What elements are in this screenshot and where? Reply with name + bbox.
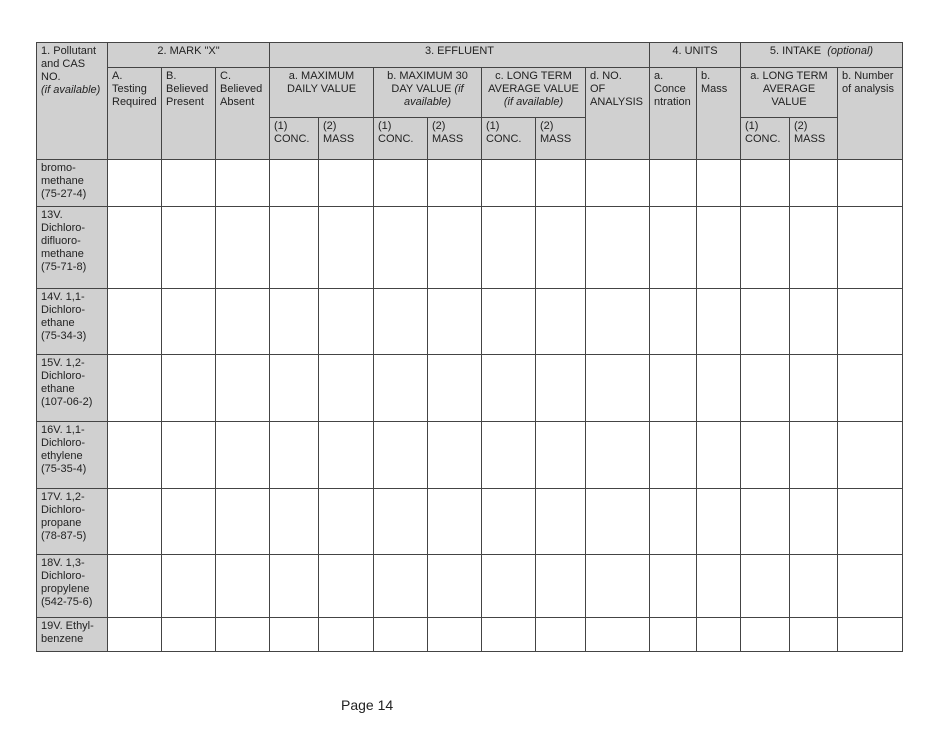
- pollutant-row: [37, 160, 903, 207]
- pollutant-name-cell: 18V. 1,3- Dichloro- propylene (542-75-6): [37, 555, 108, 618]
- entry-cell[interactable]: [586, 618, 650, 652]
- entry-cell[interactable]: [790, 489, 838, 555]
- entry-cell[interactable]: [319, 207, 374, 289]
- entry-cell[interactable]: [697, 207, 741, 289]
- entry-cell[interactable]: [790, 289, 838, 355]
- entry-cell[interactable]: [482, 618, 536, 652]
- entry-cell[interactable]: [319, 355, 374, 422]
- entry-cell[interactable]: [216, 160, 270, 207]
- header-long-term-average-note: (if available): [503, 96, 564, 108]
- entry-cell[interactable]: [838, 207, 903, 289]
- entry-cell[interactable]: [790, 618, 838, 652]
- entry-cell[interactable]: [374, 355, 428, 422]
- entry-cell[interactable]: [319, 618, 374, 652]
- pollutant-row: [37, 422, 903, 489]
- entry-cell[interactable]: [536, 618, 586, 652]
- header-max-daily-value: a. MAXIMUM DAILY VALUE: [270, 68, 374, 118]
- entry-cell[interactable]: [374, 422, 428, 489]
- entry-cell[interactable]: [586, 489, 650, 555]
- header-units: 4. UNITS: [650, 43, 741, 68]
- header-mark-x: 2. MARK "X": [108, 43, 270, 68]
- header-long-term-average-label: c. LONG TERM AVERAGE VALUE: [488, 70, 579, 95]
- entry-cell[interactable]: [216, 489, 270, 555]
- entry-cell[interactable]: [790, 355, 838, 422]
- entry-cell[interactable]: [108, 618, 162, 652]
- pollutant-name-cell: 14V. 1,1- Dichloro- ethane (75-34-3): [37, 289, 108, 355]
- entry-cell[interactable]: [482, 422, 536, 489]
- entry-cell[interactable]: [162, 555, 216, 618]
- entry-cell[interactable]: [697, 160, 741, 207]
- entry-cell[interactable]: [162, 355, 216, 422]
- entry-cell[interactable]: [650, 355, 697, 422]
- entry-cell[interactable]: [428, 489, 482, 555]
- entry-cell[interactable]: [838, 422, 903, 489]
- entry-cell[interactable]: [270, 207, 319, 289]
- entry-cell[interactable]: [108, 289, 162, 355]
- entry-cell[interactable]: [586, 160, 650, 207]
- entry-cell[interactable]: [108, 355, 162, 422]
- entry-cell[interactable]: [374, 289, 428, 355]
- entry-cell[interactable]: [482, 207, 536, 289]
- entry-cell[interactable]: [319, 289, 374, 355]
- entry-cell[interactable]: [374, 207, 428, 289]
- entry-cell[interactable]: [428, 555, 482, 618]
- page-number: Page 14: [341, 697, 394, 713]
- entry-cell[interactable]: [270, 160, 319, 207]
- header-intake-number-of-analysis: b. Number of analysis: [838, 68, 903, 160]
- header-pollutant-cas: [37, 43, 108, 160]
- entry-cell[interactable]: [650, 555, 697, 618]
- entry-cell[interactable]: [374, 555, 428, 618]
- header-pollutant-note: (if available): [41, 84, 101, 96]
- entry-cell[interactable]: [586, 289, 650, 355]
- entry-cell[interactable]: [586, 355, 650, 422]
- header-believed-present: B. Believed Present: [162, 68, 216, 160]
- entry-cell[interactable]: [741, 160, 790, 207]
- entry-cell[interactable]: [428, 422, 482, 489]
- entry-cell[interactable]: [482, 289, 536, 355]
- header-mass-subcolumn: (2) MASS: [790, 118, 838, 160]
- entry-cell[interactable]: [536, 489, 586, 555]
- entry-cell[interactable]: [108, 489, 162, 555]
- entry-cell[interactable]: [482, 160, 536, 207]
- entry-cell[interactable]: [216, 618, 270, 652]
- entry-cell[interactable]: [270, 355, 319, 422]
- entry-cell[interactable]: [790, 555, 838, 618]
- pollutant-row: [37, 555, 903, 618]
- header-number-of-analysis: d. NO. OF ANALYSIS: [586, 68, 650, 160]
- entry-cell[interactable]: [586, 207, 650, 289]
- entry-cell[interactable]: [536, 160, 586, 207]
- entry-cell[interactable]: [741, 422, 790, 489]
- header-mass-subcolumn: (2) MASS: [428, 118, 482, 160]
- header-intake: [741, 43, 903, 68]
- header-mass-subcolumn: (2) MASS: [536, 118, 586, 160]
- entry-cell[interactable]: [741, 355, 790, 422]
- entry-cell[interactable]: [536, 555, 586, 618]
- entry-cell[interactable]: [374, 489, 428, 555]
- header-conc-subcolumn: (1) CONC.: [374, 118, 428, 160]
- entry-cell[interactable]: [536, 289, 586, 355]
- pollutant-row: [37, 355, 903, 422]
- entry-cell[interactable]: [697, 618, 741, 652]
- header-intake-long-term-average: a. LONG TERM AVERAGE VALUE: [741, 68, 838, 118]
- entry-cell[interactable]: [586, 422, 650, 489]
- entry-cell[interactable]: [838, 618, 903, 652]
- entry-cell[interactable]: [162, 489, 216, 555]
- entry-cell[interactable]: [374, 618, 428, 652]
- entry-cell[interactable]: [162, 422, 216, 489]
- header-testing-required: A. Testing Required: [108, 68, 162, 160]
- header-effluent: 3. EFFLUENT: [270, 43, 650, 68]
- entry-cell[interactable]: [697, 355, 741, 422]
- header-conc-subcolumn: (1) CONC.: [741, 118, 790, 160]
- pollutant-name-cell: 19V. Ethyl- benzene: [37, 618, 108, 652]
- entry-cell[interactable]: [790, 160, 838, 207]
- entry-cell[interactable]: [741, 618, 790, 652]
- pollutant-name-cell: 16V. 1,1- Dichloro- ethylene (75-35-4): [37, 422, 108, 489]
- entry-cell[interactable]: [536, 422, 586, 489]
- entry-cell[interactable]: [482, 555, 536, 618]
- pollutant-row: [37, 489, 903, 555]
- pollutant-form-table: [36, 42, 903, 652]
- pollutant-row: [37, 207, 903, 289]
- entry-cell[interactable]: [319, 160, 374, 207]
- entry-cell[interactable]: [216, 207, 270, 289]
- header-believed-absent: C. Believed Absent: [216, 68, 270, 160]
- entry-cell[interactable]: [741, 207, 790, 289]
- entry-cell[interactable]: [650, 160, 697, 207]
- entry-cell[interactable]: [536, 355, 586, 422]
- entry-cell[interactable]: [650, 207, 697, 289]
- entry-cell[interactable]: [741, 489, 790, 555]
- entry-cell[interactable]: [838, 555, 903, 618]
- entry-cell[interactable]: [650, 489, 697, 555]
- entry-cell[interactable]: [790, 207, 838, 289]
- entry-cell[interactable]: [374, 160, 428, 207]
- entry-cell[interactable]: [270, 422, 319, 489]
- entry-cell[interactable]: [536, 207, 586, 289]
- header-max-30-day-value: [374, 68, 482, 118]
- entry-cell[interactable]: [697, 555, 741, 618]
- entry-cell[interactable]: [697, 489, 741, 555]
- entry-cell[interactable]: [216, 355, 270, 422]
- entry-cell[interactable]: [108, 422, 162, 489]
- entry-cell[interactable]: [650, 289, 697, 355]
- header-mass-subcolumn: (2) MASS: [319, 118, 374, 160]
- pollutant-row: [37, 289, 903, 355]
- entry-cell[interactable]: [838, 355, 903, 422]
- entry-cell[interactable]: [270, 289, 319, 355]
- pollutant-rows: [37, 160, 903, 652]
- header-units-mass: b. Mass: [697, 68, 741, 160]
- entry-cell[interactable]: [838, 489, 903, 555]
- entry-cell[interactable]: [482, 355, 536, 422]
- entry-cell[interactable]: [741, 555, 790, 618]
- header-conc-subcolumn: (1) CONC.: [482, 118, 536, 160]
- entry-cell[interactable]: [162, 207, 216, 289]
- pollutant-name-cell: 15V. 1,2- Dichloro- ethane (107-06-2): [37, 355, 108, 422]
- entry-cell[interactable]: [428, 355, 482, 422]
- entry-cell[interactable]: [697, 422, 741, 489]
- pollutant-row: [37, 618, 903, 652]
- entry-cell[interactable]: [108, 160, 162, 207]
- entry-cell[interactable]: [650, 422, 697, 489]
- header-long-term-average: [482, 68, 586, 118]
- entry-cell[interactable]: [319, 422, 374, 489]
- entry-cell[interactable]: [790, 422, 838, 489]
- entry-cell[interactable]: [162, 160, 216, 207]
- entry-cell[interactable]: [270, 618, 319, 652]
- entry-cell[interactable]: [650, 618, 697, 652]
- entry-cell[interactable]: [697, 289, 741, 355]
- pollutant-name-cell: 17V. 1,2- Dichloro- propane (78-87-5): [37, 489, 108, 555]
- entry-cell[interactable]: [108, 207, 162, 289]
- header-intake-note: (optional): [827, 45, 874, 57]
- entry-cell[interactable]: [741, 289, 790, 355]
- header-conc-subcolumn: (1) CONC.: [270, 118, 319, 160]
- entry-cell[interactable]: [108, 555, 162, 618]
- entry-cell[interactable]: [162, 618, 216, 652]
- entry-cell[interactable]: [216, 289, 270, 355]
- entry-cell[interactable]: [838, 289, 903, 355]
- header-pollutant-label: 1. Pollutant and CAS NO.: [41, 45, 97, 83]
- entry-cell[interactable]: [270, 489, 319, 555]
- entry-cell[interactable]: [482, 489, 536, 555]
- entry-cell[interactable]: [428, 160, 482, 207]
- entry-cell[interactable]: [216, 555, 270, 618]
- entry-cell[interactable]: [428, 289, 482, 355]
- pollutant-name-cell: bromo- methane (75-27-4): [37, 160, 108, 207]
- pollutant-name-cell: 13V. Dichloro- difluoro- methane (75-71-8): [37, 207, 108, 289]
- entry-cell[interactable]: [838, 160, 903, 207]
- header-max-30-day-note: (if available): [403, 83, 464, 108]
- entry-cell[interactable]: [428, 618, 482, 652]
- entry-cell[interactable]: [319, 489, 374, 555]
- entry-cell[interactable]: [428, 207, 482, 289]
- entry-cell[interactable]: [270, 555, 319, 618]
- header-max-30-day-label: b. MAXIMUM 30 DAY VALUE: [387, 70, 468, 95]
- entry-cell[interactable]: [319, 555, 374, 618]
- entry-cell[interactable]: [162, 289, 216, 355]
- header-intake-label: 5. INTAKE: [769, 45, 822, 57]
- entry-cell[interactable]: [586, 555, 650, 618]
- entry-cell[interactable]: [216, 422, 270, 489]
- header-units-concentration: a. Conce ntration: [650, 68, 697, 160]
